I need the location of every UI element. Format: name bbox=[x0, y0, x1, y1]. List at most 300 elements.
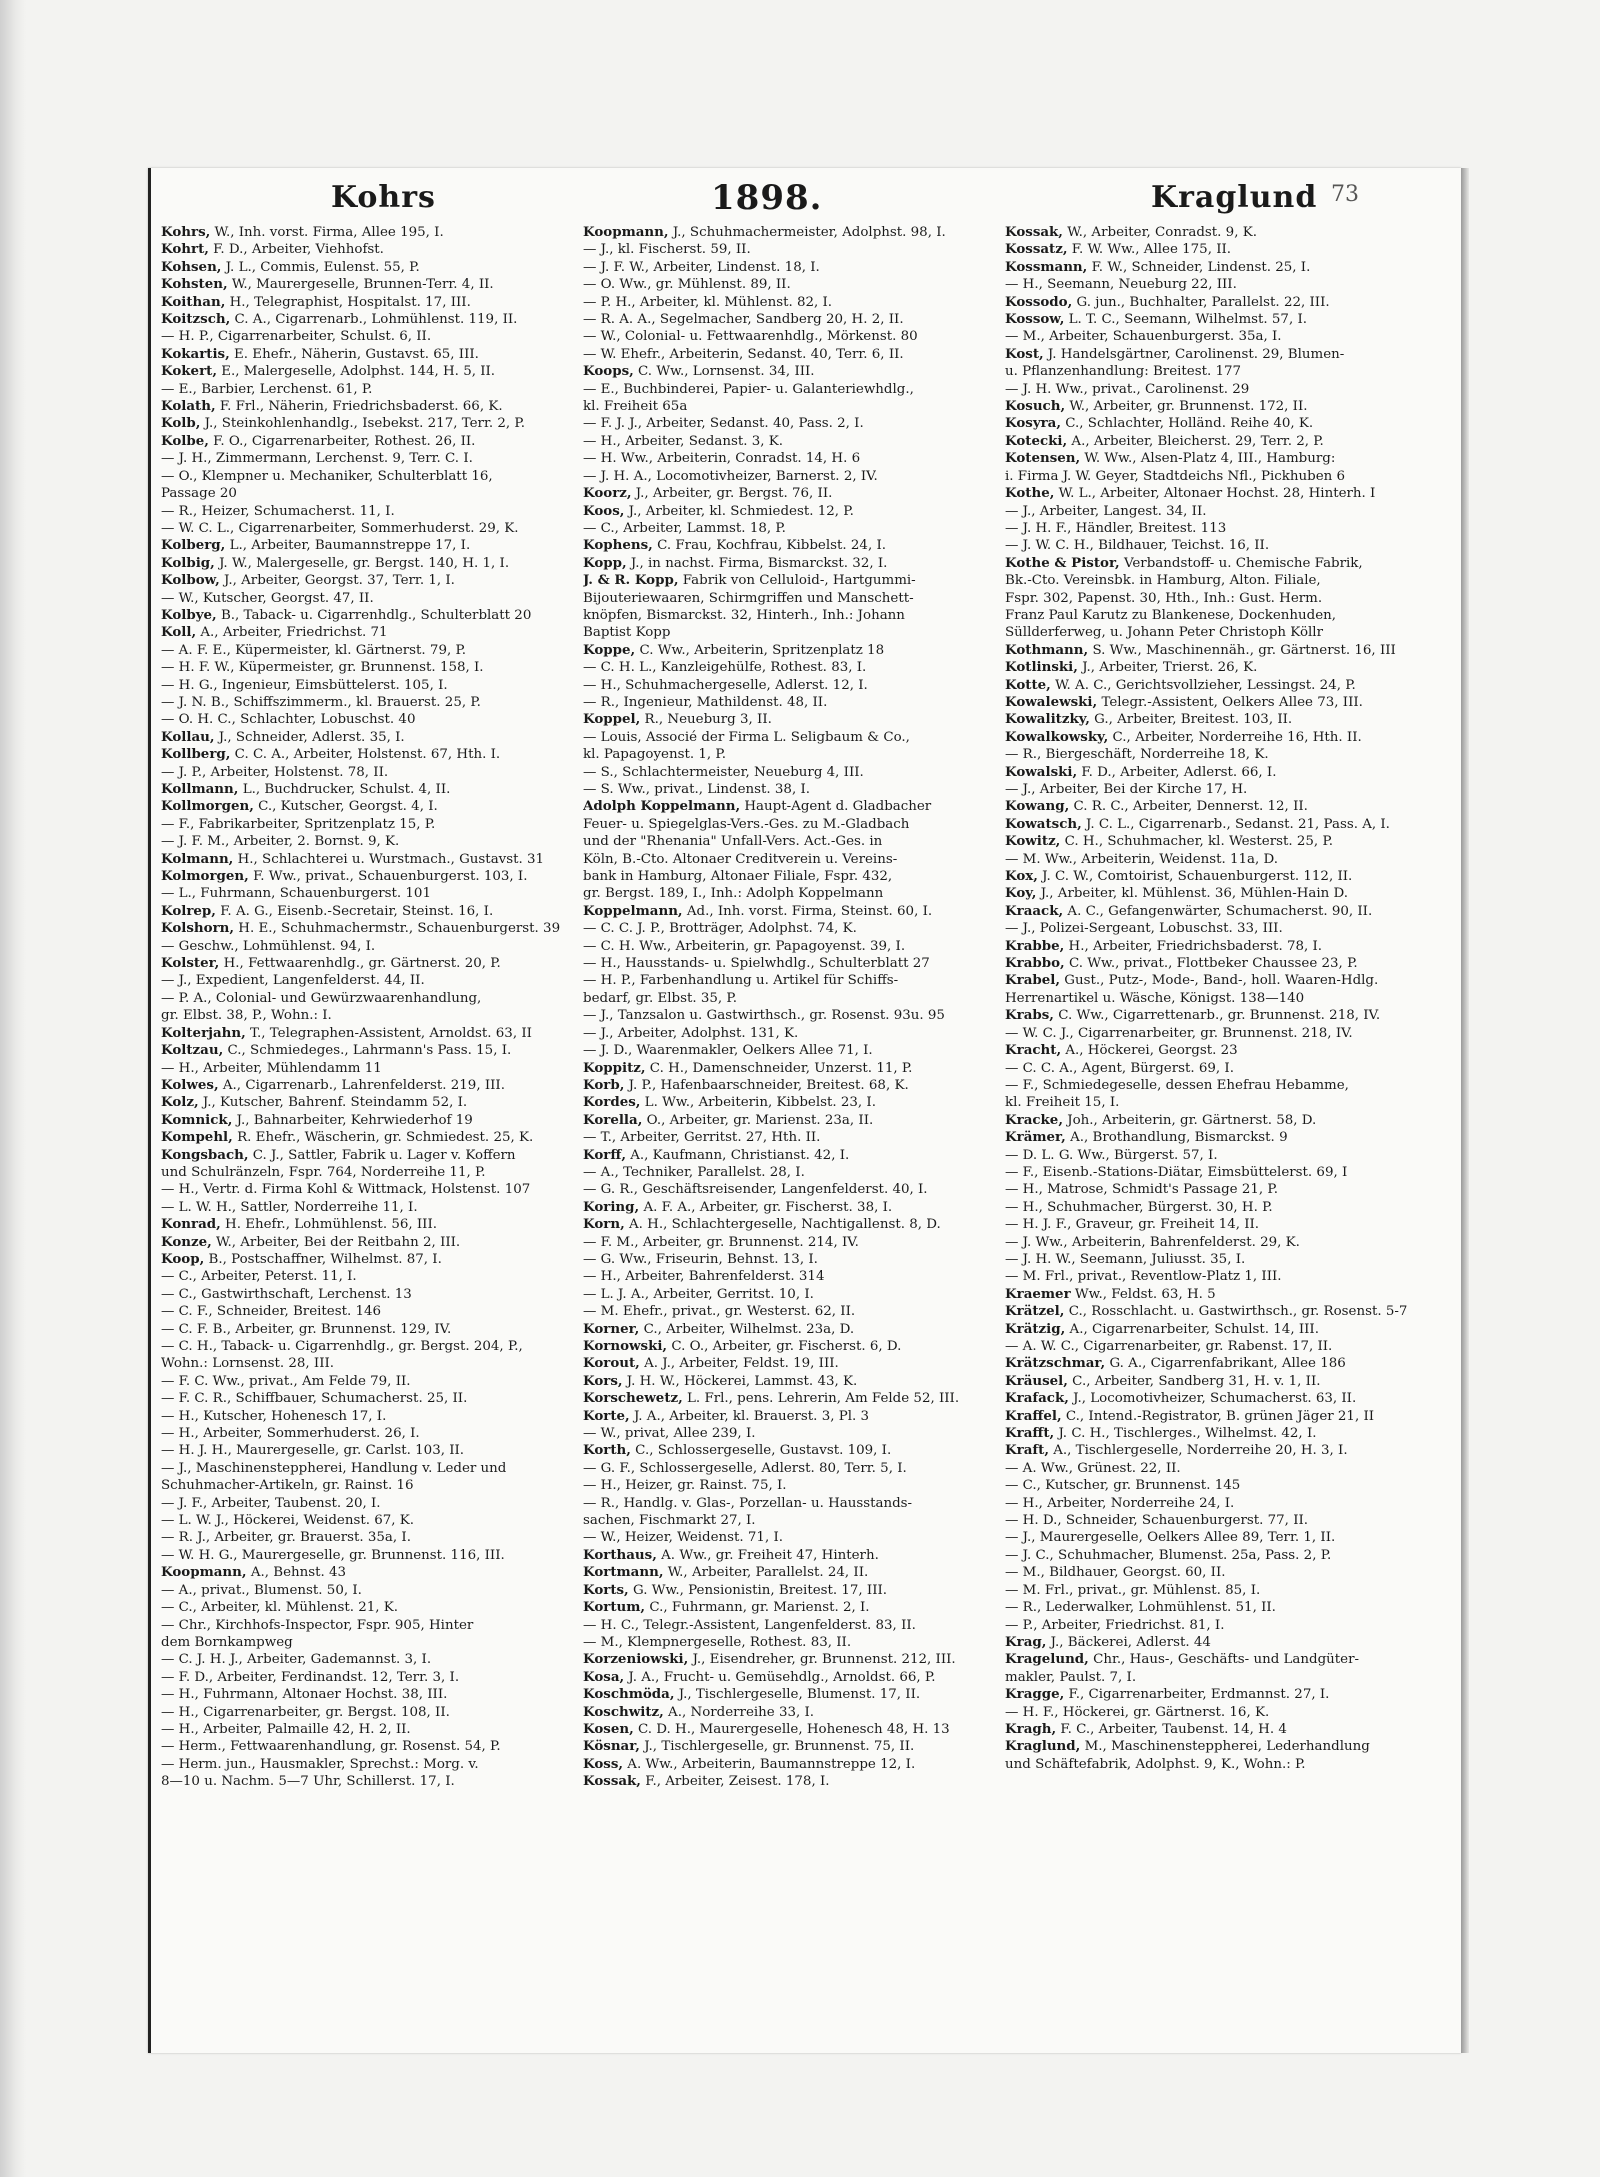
entry-surname: Korella, bbox=[583, 1111, 643, 1128]
entry-surname: Krabbe, bbox=[1005, 937, 1065, 954]
entry-surname: Kopp, bbox=[583, 554, 627, 571]
entry-surname: Kophens, bbox=[583, 537, 653, 554]
entry-details: W., Inh. vorst. Firma, Allee 195, I. bbox=[210, 225, 444, 240]
directory-entry bbox=[161, 1442, 571, 1459]
entry-surname: Kowang, bbox=[1005, 798, 1070, 815]
entry-surname: Kragge, bbox=[1005, 1686, 1065, 1703]
directory-entry bbox=[1005, 346, 1415, 363]
running-head-year: 1898. bbox=[711, 178, 823, 218]
entry-surname: Kolberg, bbox=[161, 537, 226, 554]
directory-entry bbox=[161, 311, 571, 328]
directory-entry bbox=[583, 955, 993, 972]
entry-details: — H. J. H., Maurergeselle, gr. Carlst. 103, II. bbox=[161, 1443, 465, 1459]
entry-surname: Koring, bbox=[583, 1198, 640, 1215]
entry-details: Köln, B.-Cto. Altonaer Creditverein u. Vereins- bbox=[583, 851, 898, 867]
column-2 bbox=[583, 224, 993, 2044]
entry-details: — C. H., Taback- u. Cigarrenhdlg., gr. Bergst. 204, P., bbox=[161, 1339, 523, 1354]
entry-details: — A., Techniker, Parallelst. 28, I. bbox=[583, 1164, 805, 1180]
directory-entry bbox=[161, 955, 571, 972]
entry-details: B., Taback- u. Cigarrenhdlg., Schulterblatt 20 bbox=[216, 607, 532, 623]
running-head-right: Kraglund bbox=[1151, 180, 1318, 215]
directory-entry bbox=[583, 1634, 993, 1651]
directory-entry bbox=[1005, 1268, 1415, 1285]
entry-details: A. H., Schlachtergeselle, Nachtigallenst. 8, D. bbox=[624, 1217, 941, 1233]
entry-details: — W. H. G., Maurergeselle, gr. Brunnenst. 116, III. bbox=[161, 1547, 505, 1563]
entry-details: W., Arbeiter, Conradst. 9, K. bbox=[1062, 225, 1257, 240]
directory-entry bbox=[583, 1216, 993, 1233]
entry-details: — C. F., Schneider, Breitest. 146 bbox=[161, 1304, 382, 1320]
entry-details: — C., Kutscher, gr. Brunnenst. 145 bbox=[1005, 1478, 1241, 1494]
directory-entry bbox=[1005, 1582, 1415, 1599]
directory-entry bbox=[161, 1721, 571, 1738]
entry-surname: Korthaus, bbox=[583, 1546, 657, 1563]
entry-details: J., Tischlergeselle, Blumenst. 17, II. bbox=[674, 1687, 921, 1703]
entry-details: — J., Maurergeselle, Oelkers Allee 89, Terr. 1, II. bbox=[1005, 1530, 1336, 1546]
entry-details: — F., Fabrikarbeiter, Spritzenplatz 15, P. bbox=[161, 816, 436, 832]
entry-details: Schuhmacher-Artikeln, gr. Rainst. 16 bbox=[161, 1478, 414, 1494]
entry-details: — T., Arbeiter, Gerritst. 27, Hth. II. bbox=[583, 1130, 821, 1146]
directory-entry bbox=[583, 1617, 993, 1634]
directory-entry bbox=[583, 415, 993, 432]
directory-entry bbox=[1005, 1025, 1415, 1042]
entry-details: C., Rosschlacht. u. Gastwirthsch., gr. Rosenst. 5-7 bbox=[1064, 1304, 1408, 1320]
entry-details: E. Ehefr., Näherin, Gustavst. 65, III. bbox=[229, 346, 479, 362]
entry-details: F., Arbeiter, Zeisest. 178, I. bbox=[640, 1774, 830, 1790]
entry-details: Haupt-Agent d. Gladbacher bbox=[740, 799, 932, 815]
entry-surname: Kraack, bbox=[1005, 902, 1064, 919]
directory-entry bbox=[161, 1147, 571, 1164]
entry-details: — H., Schuhmacher, Bürgerst. 30, H. P. bbox=[1005, 1199, 1273, 1215]
entry-details: F. D., Arbeiter, Adlerst. 66, I. bbox=[1077, 764, 1277, 780]
directory-entry bbox=[1005, 642, 1415, 659]
entry-details: — Louis, Associé der Firma L. Seligbaum & Co., bbox=[583, 729, 910, 745]
entry-surname: Koorz, bbox=[583, 485, 632, 502]
directory-entry bbox=[1005, 1529, 1415, 1546]
directory-entry bbox=[161, 1547, 571, 1564]
directory-entry bbox=[583, 1007, 993, 1024]
directory-entry bbox=[161, 381, 571, 398]
directory-entry bbox=[1005, 833, 1415, 850]
directory-entry bbox=[161, 1773, 571, 1790]
directory-entry bbox=[1005, 1321, 1415, 1338]
directory-entry bbox=[161, 1373, 571, 1390]
directory-entry bbox=[583, 642, 993, 659]
entry-details: J., Schuhmachermeister, Adolphst. 98, I. bbox=[668, 225, 946, 240]
entry-details: F. A. G., Eisenb.-Secretair, Steinst. 16, I. bbox=[215, 903, 494, 919]
entry-details: C. Ww., Cigarrettenarb., gr. Brunnenst. 218, IV. bbox=[1053, 1008, 1381, 1024]
directory-entry bbox=[583, 537, 993, 554]
entry-details: — P. A., Colonial- und Gewürzwaarenhandlung, bbox=[161, 990, 482, 1006]
entry-details: — S., Schlachtermeister, Neueburg 4, III. bbox=[583, 764, 864, 780]
directory-entry bbox=[583, 1773, 993, 1790]
directory-entry bbox=[583, 1077, 993, 1094]
directory-entry bbox=[161, 1199, 571, 1216]
entry-details: und Schulränzeln, Fspr. 764, Norderreihe 11, P. bbox=[161, 1164, 486, 1180]
entry-surname: Kossmann, bbox=[1005, 258, 1088, 275]
directory-entry bbox=[1005, 1077, 1415, 1094]
entry-details: J., Arbeiter, kl. Mühlenst. 36, Mühlen-Hain D. bbox=[1036, 886, 1349, 902]
entry-details: Passage 20 bbox=[161, 486, 237, 502]
entry-surname: Korff, bbox=[583, 1146, 626, 1163]
directory-entry bbox=[161, 1007, 571, 1024]
directory-entry bbox=[1005, 555, 1415, 572]
entry-surname: Koss, bbox=[583, 1755, 624, 1772]
entry-details: — H. D., Schneider, Schauenburgerst. 77, II. bbox=[1005, 1513, 1309, 1529]
entry-surname: Kolshorn, bbox=[161, 920, 235, 937]
entry-details: F. O., Cigarrenarbeiter, Rothest. 26, II. bbox=[208, 433, 476, 449]
directory-entry bbox=[583, 1582, 993, 1599]
directory-entry bbox=[161, 433, 571, 450]
directory-entry bbox=[1005, 1651, 1415, 1668]
directory-entry bbox=[1005, 659, 1415, 676]
directory-entry bbox=[583, 729, 993, 746]
directory-entry bbox=[583, 903, 993, 920]
entry-details: L., Arbeiter, Baumannstreppe 17, I. bbox=[225, 538, 471, 554]
entry-surname: Krätzel, bbox=[1005, 1303, 1065, 1320]
entry-details: kl. Papagoyenst. 1, P. bbox=[583, 747, 726, 763]
directory-entry bbox=[161, 346, 571, 363]
directory-entry bbox=[1005, 764, 1415, 781]
entry-details: H., Fettwaarenhdlg., gr. Gärtnerst. 20, P. bbox=[219, 956, 501, 972]
directory-entry bbox=[161, 972, 571, 989]
entry-surname: Kornowski, bbox=[583, 1338, 668, 1354]
entry-details: — H. G., Ingenieur, Eimsbüttelerst. 105, I. bbox=[161, 677, 448, 693]
directory-entry bbox=[583, 590, 993, 607]
directory-entry bbox=[161, 798, 571, 815]
entry-details: — O. Ww., gr. Mühlenst. 89, II. bbox=[583, 277, 791, 293]
entry-details: — J., Tanzsalon u. Gastwirthsch., gr. Rosenst. 93u. 95 bbox=[583, 1008, 945, 1024]
entry-surname: Kolmann, bbox=[161, 850, 234, 867]
entry-details: C. D. H., Maurergeselle, Hohenesch 48, H. 13 bbox=[633, 1721, 950, 1737]
directory-entry bbox=[1005, 1042, 1415, 1059]
entry-surname: Kowitz, bbox=[1005, 833, 1061, 850]
directory-entry bbox=[1005, 1094, 1415, 1111]
directory-entry bbox=[161, 833, 571, 850]
entry-details: C. O., Arbeiter, gr. Fischerst. 6, D. bbox=[667, 1339, 902, 1354]
entry-details: — H., Schuhmachergeselle, Adlerst. 12, I. bbox=[583, 677, 868, 693]
entry-details: — J., Arbeiter, Langest. 34, II. bbox=[1005, 503, 1207, 519]
directory-entry bbox=[1005, 259, 1415, 276]
directory-entry bbox=[161, 572, 571, 589]
entry-surname: Kösnar, bbox=[583, 1738, 640, 1755]
entry-surname: Kolath, bbox=[161, 398, 216, 415]
directory-entry bbox=[161, 590, 571, 607]
entry-surname: Krätzig, bbox=[1005, 1320, 1066, 1337]
entry-details: J. C. W., Comtoirist, Schauenburgerst. 112, II. bbox=[1037, 869, 1353, 885]
entry-details: — H., Vertr. d. Firma Kohl & Wittmack, Holstenst. 107 bbox=[161, 1182, 531, 1198]
entry-surname: Kosen, bbox=[583, 1720, 634, 1737]
directory-entry bbox=[583, 1268, 993, 1285]
entry-details: — W. Ehefr., Arbeiterin, Sedanst. 40, Terr. 6, II. bbox=[583, 346, 904, 362]
directory-entry bbox=[1005, 1599, 1415, 1616]
directory-entry bbox=[161, 938, 571, 955]
directory-entry bbox=[161, 1477, 571, 1494]
directory-entry bbox=[161, 468, 571, 485]
directory-entry bbox=[1005, 590, 1415, 607]
entry-details: — H., Fuhrmann, Altonaer Hochst. 38, III. bbox=[161, 1687, 448, 1703]
entry-surname: Krafack, bbox=[1005, 1390, 1069, 1407]
entry-details: — L. J. A., Arbeiter, Gerritst. 10, I. bbox=[583, 1286, 814, 1302]
entry-details: A., Tischlergeselle, Norderreihe 20, H. 3, I. bbox=[1048, 1443, 1348, 1459]
entry-details: makler, Paulst. 7, I. bbox=[1005, 1669, 1137, 1685]
directory-entry bbox=[1005, 729, 1415, 746]
entry-details: — H., Seemann, Neueburg 22, III. bbox=[1005, 277, 1237, 293]
entry-details: — M., Arbeiter, Schauenburgerst. 35a, I. bbox=[1005, 329, 1282, 345]
directory-entry bbox=[583, 555, 993, 572]
directory-entry bbox=[583, 1495, 993, 1512]
entry-surname: Koppe, bbox=[583, 641, 636, 658]
entry-details: — Herm., Fettwaarenhandlung, gr. Rosenst. 54, P. bbox=[161, 1739, 501, 1755]
entry-details: M., Maschinensteppherei, Lederhandlung bbox=[1080, 1739, 1370, 1755]
directory-entry bbox=[583, 520, 993, 537]
directory-entry bbox=[583, 868, 993, 885]
entry-surname: Koppelmann, bbox=[583, 902, 683, 919]
directory-entry bbox=[583, 1529, 993, 1546]
directory-entry bbox=[161, 555, 571, 572]
entry-details: J. A., Frucht- u. Gemüsehdlg., Arnoldst. 66, P. bbox=[624, 1669, 936, 1685]
directory-entry bbox=[1005, 572, 1415, 589]
entry-surname: Kragelund, bbox=[1005, 1651, 1089, 1668]
entry-details: Wohn.: Lornsenst. 28, III. bbox=[161, 1356, 335, 1372]
directory-entry bbox=[1005, 781, 1415, 798]
directory-entry bbox=[1005, 1181, 1415, 1198]
entry-details: — H., Arbeiter, Palmaille 42, H. 2, II. bbox=[161, 1721, 411, 1737]
directory-entry bbox=[583, 1704, 993, 1721]
directory-entry bbox=[161, 851, 571, 868]
entry-details: und Schäftefabrik, Adolphst. 9, K., Wohn.: P. bbox=[1005, 1756, 1306, 1772]
entry-details: — P., Arbeiter, Friedrichst. 81, I. bbox=[1005, 1617, 1225, 1633]
entry-details: — J. F. M., Arbeiter, 2. Bornst. 9, K. bbox=[161, 834, 400, 850]
directory-entry bbox=[1005, 503, 1415, 520]
entry-details: — J., Maschinensteppherei, Handlung v. Leder und bbox=[161, 1460, 507, 1476]
directory-entry bbox=[1005, 1442, 1415, 1459]
directory-entry bbox=[583, 816, 993, 833]
directory-entry bbox=[583, 1564, 993, 1581]
directory-entry bbox=[583, 346, 993, 363]
entry-surname: Kolwes, bbox=[161, 1076, 219, 1093]
entry-details: W., Arbeiter, gr. Brunnenst. 172, II. bbox=[1065, 399, 1308, 415]
directory-entry bbox=[583, 1286, 993, 1303]
entry-surname: Kragh, bbox=[1005, 1720, 1057, 1737]
entry-details: — H., Cigarrenarbeiter, gr. Bergst. 108, II. bbox=[161, 1704, 450, 1720]
entry-details: — H. J. F., Graveur, gr. Freiheit 14, II. bbox=[1005, 1217, 1260, 1233]
entry-details: A. Ww., Arbeiterin, Baumannstreppe 12, I. bbox=[623, 1756, 916, 1772]
entry-details: — C., Arbeiter, kl. Mühlenst. 21, K. bbox=[161, 1600, 399, 1616]
entry-details: A., Arbeiter, Friedrichst. 71 bbox=[196, 625, 388, 641]
entry-surname: Kollau, bbox=[161, 728, 215, 745]
entry-details: Herrenartikel u. Wäsche, Königst. 138—140 bbox=[1005, 990, 1305, 1006]
entry-details: C. C. A., Arbeiter, Holstenst. 67, Hth. I. bbox=[230, 747, 501, 763]
entry-details: — J. H. F., Händler, Breitest. 113 bbox=[1005, 520, 1227, 536]
entry-details: — R. J., Arbeiter, gr. Brauerst. 35a, I. bbox=[161, 1530, 411, 1546]
entry-surname: Konze, bbox=[161, 1233, 212, 1250]
entry-details: W., Arbeiter, Parallelst. 24, II. bbox=[663, 1565, 869, 1581]
entry-details: J. Handelsgärtner, Carolinenst. 29, Blumen- bbox=[1043, 346, 1345, 362]
entry-details: — H. Ww., Arbeiterin, Conradst. 14, H. 6 bbox=[583, 451, 861, 467]
directory-entry bbox=[161, 1060, 571, 1077]
directory-entry bbox=[583, 659, 993, 676]
directory-entry bbox=[161, 1164, 571, 1181]
entry-details: A. C., Gefangenwärter, Schumacherst. 90, II. bbox=[1063, 903, 1373, 919]
directory-entry bbox=[583, 938, 993, 955]
directory-entry bbox=[161, 781, 571, 798]
directory-entry bbox=[161, 920, 571, 937]
entry-details: Ad., Inh. vorst. Firma, Steinst. 60, I. bbox=[682, 903, 933, 919]
entry-details: Süllderferweg, u. Johann Peter Christoph Köllr bbox=[1005, 625, 1323, 641]
directory-entry bbox=[1005, 1460, 1415, 1477]
directory-entry bbox=[1005, 885, 1415, 902]
entry-surname: Krämer, bbox=[1005, 1129, 1066, 1146]
directory-entry bbox=[583, 1164, 993, 1181]
entry-surname: Kossak, bbox=[583, 1773, 641, 1790]
entry-details: Ww., Feldst. 63, H. 5 bbox=[1070, 1286, 1216, 1302]
entry-surname: Kolbye, bbox=[161, 606, 217, 623]
entry-details: O., Arbeiter, gr. Marienst. 23a, II. bbox=[642, 1112, 874, 1128]
directory-entry bbox=[583, 1669, 993, 1686]
entry-surname: Korts, bbox=[583, 1581, 629, 1598]
entry-surname: Koop, bbox=[161, 1250, 205, 1267]
directory-entry bbox=[1005, 903, 1415, 920]
entry-details: W., Maurergeselle, Brunnen-Terr. 4, II. bbox=[227, 277, 494, 293]
entry-details: — H. P., Cigarrenarbeiter, Schulst. 6, II. bbox=[161, 329, 432, 345]
entry-surname: Koitzsch, bbox=[161, 311, 231, 328]
entry-surname: Krabel, bbox=[1005, 972, 1061, 989]
entry-details: — R. A. A., Segelmacher, Sandberg 20, H. 2, II. bbox=[583, 312, 904, 328]
entry-details: — J., Polizei-Sergeant, Lobuschst. 33, III. bbox=[1005, 921, 1283, 937]
directory-entry bbox=[1005, 224, 1415, 241]
directory-entry bbox=[1005, 1251, 1415, 1268]
entry-details: — F. C. Ww., privat., Am Felde 79, II. bbox=[161, 1373, 411, 1389]
entry-details: — S. Ww., privat., Lindenst. 38, I. bbox=[583, 782, 810, 797]
directory-entry bbox=[583, 1460, 993, 1477]
entry-details: sachen, Fischmarkt 27, I. bbox=[583, 1513, 756, 1529]
directory-entry bbox=[1005, 1704, 1415, 1721]
entry-details: — F. D., Arbeiter, Ferdinandst. 12, Terr. 3, I. bbox=[161, 1669, 460, 1685]
entry-surname: Kotensen, bbox=[1005, 450, 1081, 467]
directory-entry bbox=[1005, 1669, 1415, 1686]
entry-details: L. T. C., Seemann, Wilhelmst. 57, I. bbox=[1064, 312, 1308, 328]
directory-entry bbox=[583, 1425, 993, 1442]
directory-entry bbox=[1005, 694, 1415, 711]
entry-details: H., Arbeiter, Friedrichsbaderst. 78, I. bbox=[1064, 938, 1323, 954]
entry-details: kl. Freiheit 65a bbox=[583, 399, 688, 415]
directory-entry bbox=[583, 1738, 993, 1755]
directory-entry bbox=[583, 1199, 993, 1216]
entry-details: — F., Eisenb.-Stations-Diätar, Eimsbüttelerst. 69, I bbox=[1005, 1164, 1348, 1180]
entry-surname: Kotlinski, bbox=[1005, 659, 1078, 676]
directory-entry bbox=[1005, 920, 1415, 937]
entry-details: — M., Bildhauer, Georgst. 60, II. bbox=[1005, 1565, 1226, 1581]
directory-entry bbox=[583, 972, 993, 989]
directory-entry bbox=[161, 520, 571, 537]
entry-surname: Kothmann, bbox=[1005, 641, 1089, 658]
entry-surname: Korth, bbox=[583, 1442, 631, 1459]
directory-entry bbox=[1005, 415, 1415, 432]
entry-details: Fabrik von Celluloid-, Hartgummi- bbox=[678, 573, 916, 589]
directory-entry bbox=[583, 1686, 993, 1703]
directory-entry bbox=[161, 450, 571, 467]
directory-entry bbox=[161, 328, 571, 345]
entry-details: C., Schlachter, Holländ. Reihe 40, K. bbox=[1061, 416, 1314, 432]
entry-details: — H., Kutscher, Hohenesch 17, I. bbox=[161, 1408, 387, 1424]
directory-entry bbox=[583, 1234, 993, 1251]
directory-entry bbox=[1005, 972, 1415, 989]
entry-details: J., Steinkohlenhandlg., Isebekst. 217, Terr. 2, P. bbox=[200, 416, 525, 432]
directory-entry bbox=[1005, 1738, 1415, 1755]
directory-entry bbox=[161, 711, 571, 728]
entry-surname: Kräusel, bbox=[1005, 1372, 1068, 1389]
entry-details: B., Postschaffner, Wilhelmst. 87, I. bbox=[204, 1251, 442, 1267]
entry-details: J. A., Arbeiter, kl. Brauerst. 3, Pl. 3 bbox=[629, 1408, 870, 1424]
entry-details: — F., Schmiedegeselle, dessen Ehefrau Hebamme, bbox=[1005, 1077, 1349, 1093]
directory-entry bbox=[1005, 294, 1415, 311]
directory-entry bbox=[1005, 398, 1415, 415]
directory-entry bbox=[583, 1025, 993, 1042]
directory-entry bbox=[583, 1373, 993, 1390]
directory-entry bbox=[583, 433, 993, 450]
running-head-left: Kohrs bbox=[331, 180, 436, 215]
directory-entry bbox=[1005, 1147, 1415, 1164]
entry-surname: Kraglund, bbox=[1005, 1738, 1081, 1755]
directory-entry bbox=[583, 381, 993, 398]
directory-entry bbox=[583, 503, 993, 520]
entry-details: — F. J. J., Arbeiter, Sedanst. 40, Pass. 2, I. bbox=[583, 416, 864, 432]
directory-entry bbox=[583, 398, 993, 415]
entry-surname: Kox, bbox=[1005, 868, 1038, 885]
entry-details: W. Ww., Alsen-Platz 4, III., Hamburg: bbox=[1080, 451, 1336, 467]
entry-details: — F. M., Arbeiter, gr. Brunnenst. 214, IV. bbox=[583, 1234, 859, 1250]
entry-surname: Krag, bbox=[1005, 1633, 1047, 1650]
entry-details: C., Arbeiter, Norderreihe 16, Hth. II. bbox=[1108, 729, 1362, 745]
directory-entry bbox=[1005, 1112, 1415, 1129]
entry-surname: Kracht, bbox=[1005, 1042, 1062, 1059]
directory-entry bbox=[161, 415, 571, 432]
entry-details: — O., Klempner u. Mechaniker, Schulterblatt 16, bbox=[161, 468, 493, 484]
entry-details: L. Frl., pens. Lehrerin, Am Felde 52, III. bbox=[682, 1391, 960, 1407]
directory-entry bbox=[583, 468, 993, 485]
directory-entry bbox=[583, 450, 993, 467]
entry-details: R., Neueburg 3, II. bbox=[640, 712, 772, 728]
entry-surname: Kongsbach, bbox=[161, 1146, 249, 1163]
directory-entry bbox=[1005, 1338, 1415, 1355]
entry-details: W. L., Arbeiter, Altonaer Hochst. 28, Hinterh. I bbox=[1054, 486, 1376, 502]
directory-entry bbox=[1005, 1373, 1415, 1390]
directory-entry bbox=[161, 485, 571, 502]
directory-entry bbox=[583, 711, 993, 728]
directory-entry bbox=[1005, 1495, 1415, 1512]
directory-entry bbox=[161, 1408, 571, 1425]
directory-entry bbox=[161, 607, 571, 624]
entry-details: J. L., Commis, Eulenst. 55, P. bbox=[221, 259, 420, 275]
entry-surname: Koschmöda, bbox=[583, 1686, 675, 1703]
directory-entry bbox=[161, 1686, 571, 1703]
directory-entry bbox=[1005, 363, 1415, 380]
entry-details: dem Bornkampweg bbox=[161, 1634, 293, 1650]
entry-details: F. D., Arbeiter, Viehhofst. bbox=[208, 242, 384, 258]
entry-surname: Koppitz, bbox=[583, 1059, 646, 1076]
directory-entry bbox=[1005, 468, 1415, 485]
entry-details: Chr., Haus-, Geschäfts- und Landgüter- bbox=[1088, 1652, 1360, 1668]
directory-entry bbox=[1005, 1547, 1415, 1564]
entry-details: — W., Kutscher, Georgst. 47, II. bbox=[161, 590, 374, 606]
directory-entry bbox=[161, 642, 571, 659]
entry-details: — Geschw., Lohmühlenst. 94, I. bbox=[161, 938, 376, 954]
entry-details: H. E., Schuhmachermstr., Schauenburgerst. 39 bbox=[234, 921, 561, 937]
entry-surname: Kowalski, bbox=[1005, 763, 1078, 780]
entry-surname: Kraffel, bbox=[1005, 1407, 1062, 1424]
directory-entry bbox=[161, 1425, 571, 1442]
entry-details: — R., Lederwalker, Lohmühlenst. 51, II. bbox=[1005, 1600, 1276, 1616]
